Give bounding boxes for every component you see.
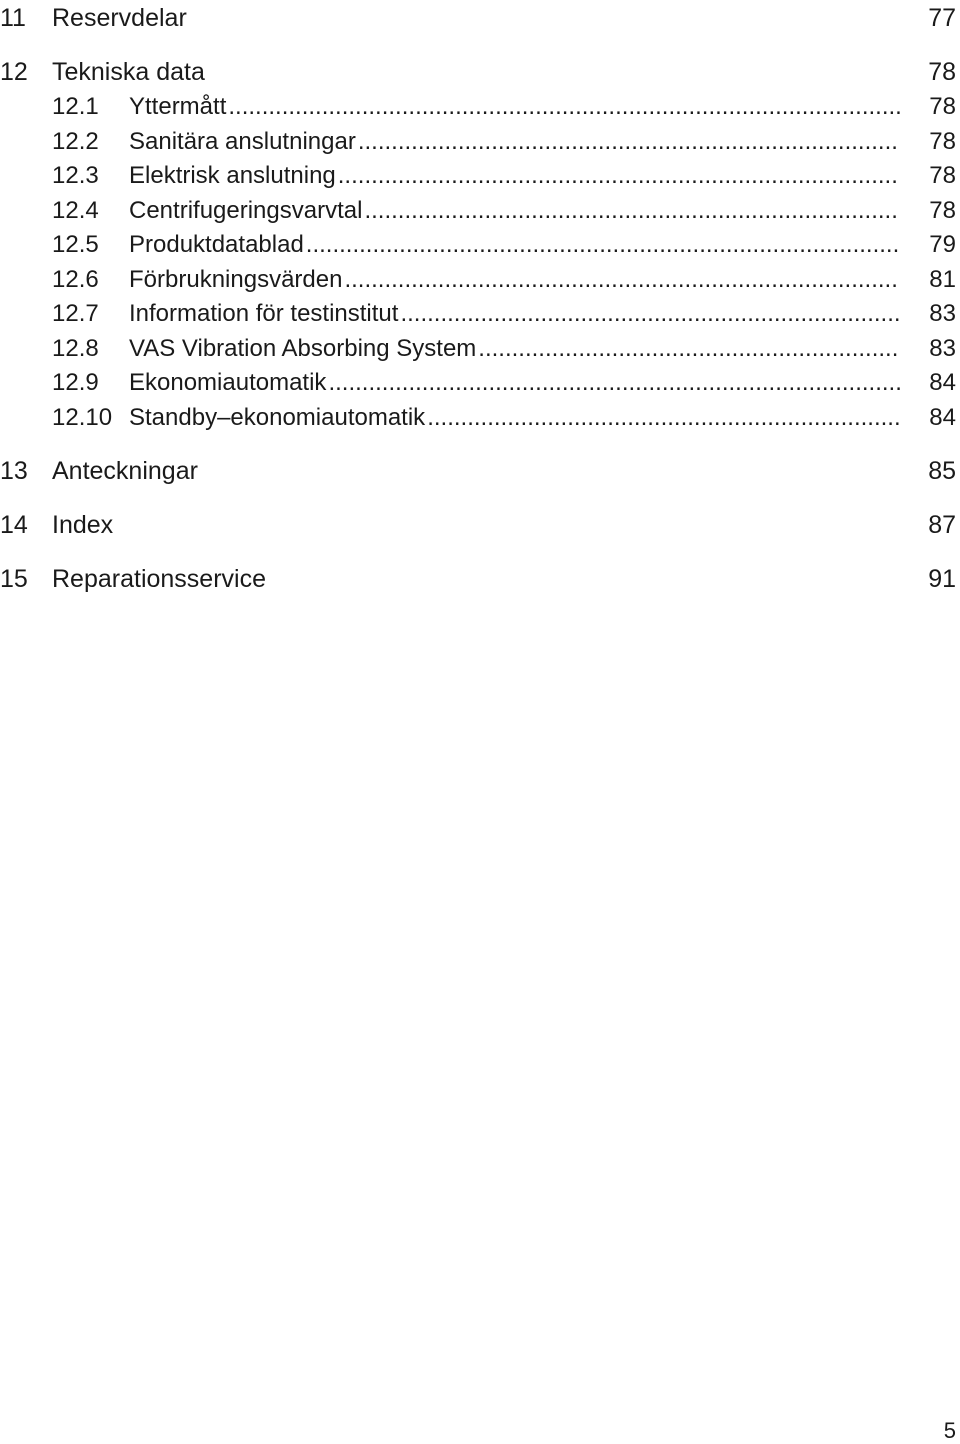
section-page: 83 [929, 334, 956, 362]
section-title: Standby–ekonomiautomatik [129, 403, 426, 431]
section-number: 12.8 [52, 334, 99, 362]
section-page: 84 [929, 369, 956, 396]
toc-section-12-3[interactable] [0, 159, 956, 194]
dot-leader [344, 263, 900, 298]
section-number: 12.6 [52, 265, 99, 293]
section-number: 12.4 [52, 196, 99, 224]
section-number: 12.10 [52, 403, 113, 431]
page-number: 5 [943, 1418, 956, 1443]
toc-spacer [0, 435, 956, 453]
chapter-page: 77 [928, 4, 956, 32]
table-of-contents [0, 0, 956, 597]
dot-leader [306, 228, 900, 263]
chapter-page: 78 [928, 58, 956, 86]
section-number: 12.7 [52, 300, 99, 327]
toc-chapter-14[interactable] [0, 507, 956, 543]
section-title: Sanitära anslutningar [129, 127, 356, 155]
dot-leader [228, 90, 900, 125]
chapter-number: 15 [0, 565, 28, 593]
toc-section-12-10[interactable] [0, 401, 956, 436]
chapter-title: Reservdelar [52, 4, 187, 32]
section-title: Yttermått [129, 93, 227, 120]
toc-section-12-6[interactable] [0, 263, 956, 298]
section-page: 78 [929, 93, 956, 120]
section-number: 12.2 [52, 127, 99, 155]
section-title: Ekonomiautomatik [129, 369, 327, 396]
chapter-title: Anteckningar [52, 457, 198, 485]
section-page: 83 [929, 300, 956, 327]
section-page: 78 [929, 127, 956, 155]
toc-spacer [0, 36, 956, 54]
toc-chapter-13[interactable] [0, 453, 956, 489]
chapter-number: 12 [0, 58, 28, 86]
toc-chapter-12[interactable] [0, 54, 956, 90]
toc-section-12-9[interactable] [0, 366, 956, 401]
chapter-page: 85 [928, 457, 956, 485]
toc-section-12-4[interactable] [0, 194, 956, 229]
chapter-title: Tekniska data [52, 58, 205, 86]
section-number: 12.3 [52, 162, 99, 189]
section-page: 79 [929, 231, 956, 258]
toc-section-12-8[interactable] [0, 332, 956, 367]
dot-leader [364, 194, 900, 229]
section-title: Information för testinstitut [129, 300, 399, 327]
toc-spacer [0, 489, 956, 507]
dot-leader [400, 297, 900, 332]
section-number: 12.5 [52, 231, 99, 258]
section-title: VAS Vibration Absorbing System [129, 334, 477, 362]
section-title: Elektrisk anslutning [129, 162, 336, 189]
chapter-number: 11 [0, 4, 26, 32]
section-page: 78 [929, 162, 956, 189]
dot-leader [358, 125, 900, 160]
section-title: Centrifugeringsvarvtal [129, 196, 363, 224]
dot-leader [478, 332, 900, 367]
section-number: 12.1 [52, 93, 99, 120]
chapter-page: 87 [928, 511, 956, 539]
dot-leader [427, 401, 900, 436]
chapter-title: Index [52, 511, 114, 539]
chapter-number: 14 [0, 511, 28, 539]
toc-chapter-11[interactable] [0, 0, 956, 36]
toc-chapter-15[interactable] [0, 561, 956, 597]
toc-spacer [0, 543, 956, 561]
chapter-title: Reparationsservice [52, 565, 266, 593]
dot-leader [328, 366, 900, 401]
toc-section-12-1[interactable] [0, 90, 956, 125]
section-title: Produktdatablad [129, 231, 304, 258]
toc-section-12-7[interactable] [0, 297, 956, 332]
toc-section-12-2[interactable] [0, 125, 956, 160]
chapter-number: 13 [0, 457, 28, 485]
section-page: 81 [929, 265, 956, 293]
section-number: 12.9 [52, 369, 99, 396]
section-title: Förbrukningsvärden [129, 265, 343, 293]
chapter-page: 91 [928, 565, 956, 593]
section-page: 84 [929, 403, 956, 431]
toc-section-12-5[interactable] [0, 228, 956, 263]
section-page: 78 [929, 196, 956, 224]
dot-leader [338, 159, 900, 194]
